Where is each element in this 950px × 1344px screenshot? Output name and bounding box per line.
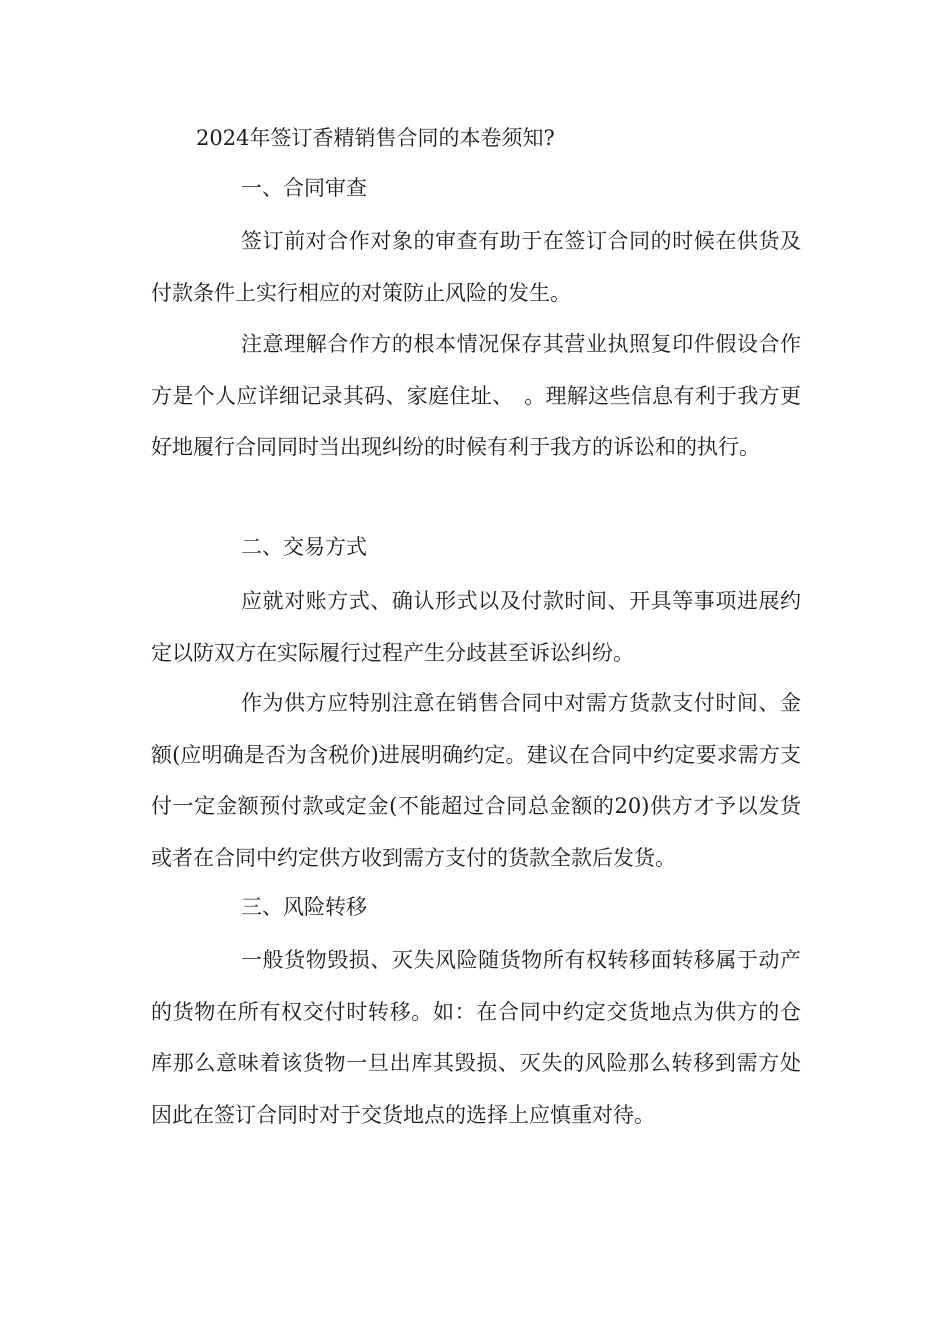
paragraph-risk-transfer: 一般货物毁损、灭失风险随货物所有权转移面转移属于动产的货物在所有权交付时转移。如：在合同中约定交货地点为供方的仓库那么意味着该货物一旦出库其毁损、灭失的风险那么转移到需方处因此在签订合同时对于交货地点的选择上应慎重对待。 [151, 948, 801, 1127]
paragraph-partner-information: 注意理解合作方的根本情况保存其营业执照复印件假设合作方是个人应详细记录其码、家庭住址、 。理解这些信息有利于我方更好地履行合同同时当出现纠纷的时候有利于我方的诉讼和的执行。 [151, 332, 801, 459]
section-heading-transaction-method: 二、交易方式 [241, 535, 367, 559]
document-title: 2024年签订香精销售合同的本卷须知? [196, 126, 555, 150]
paragraph-reconciliation-terms: 应就对账方式、确认形式以及付款时间、开具等事项进展约定以防双方在实际履行过程产生分歧甚至诉讼纠纷。 [151, 589, 801, 665]
paragraph-review-purpose: 签订前对合作对象的审查有助于在签订合同的时候在供货及付款条件上实行相应的对策防止风险的发生。 [151, 229, 801, 305]
section-heading-risk-transfer: 三、风险转移 [241, 895, 367, 919]
section-heading-contract-review: 一、合同审查 [241, 176, 367, 200]
paragraph-payment-terms: 作为供方应特别注意在销售合同中对需方货款支付时间、金额(应明确是否为含税价)进展明确约定。建议在合同中约定要求需方支付一定金额预付款或定金(不能超过合同总金额的20)供方才予以发货或者在合同中约定供方收到需方支付的货款全款后发货。 [151, 691, 801, 870]
